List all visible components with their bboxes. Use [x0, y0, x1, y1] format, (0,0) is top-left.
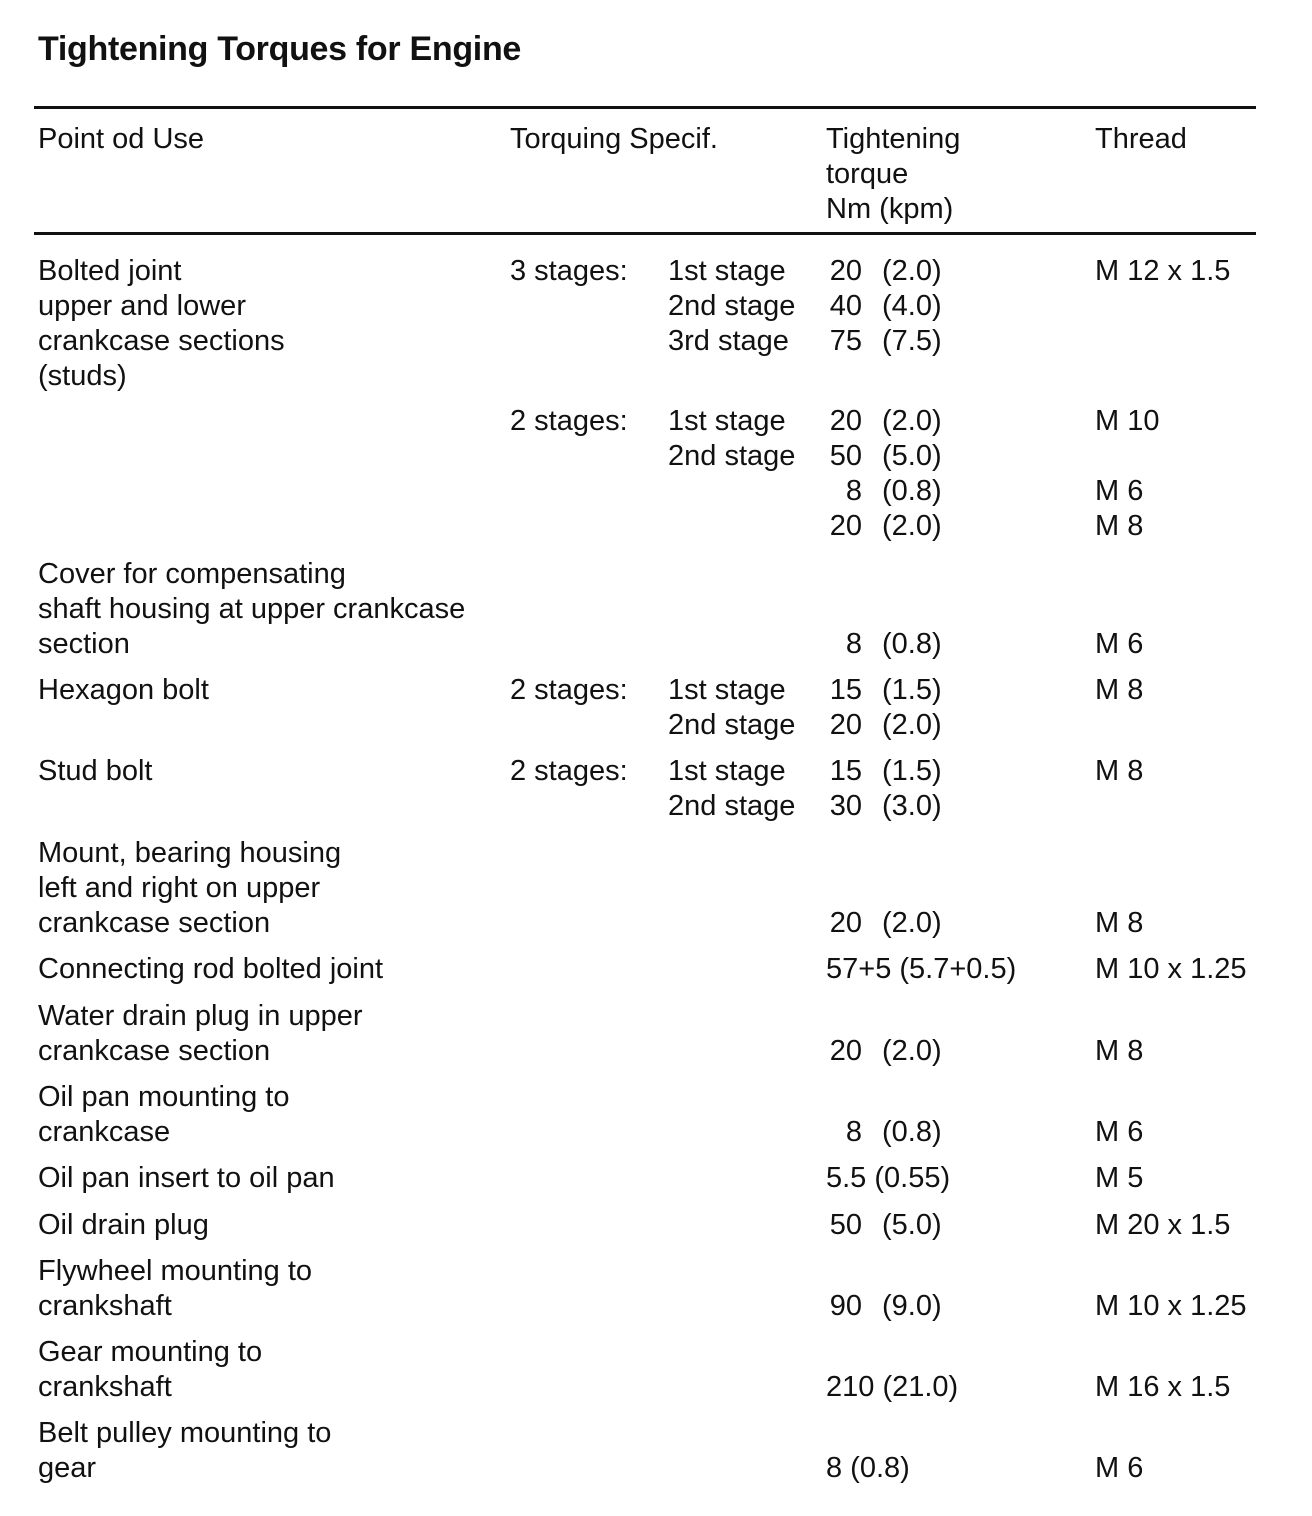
row9-nm: 8 [845, 1116, 862, 1148]
row2-spec: 2 stages: [510, 405, 628, 437]
row4-thread: M 8 [1095, 674, 1144, 706]
row2-thread2: M 6 [1095, 475, 1144, 507]
row1-stage2: 2nd stage [668, 290, 796, 322]
row5-kpm2: (3.0) [882, 790, 942, 822]
row8-thread: M 8 [1095, 1035, 1144, 1067]
row8-nm: 20 [829, 1035, 862, 1067]
row2-kpm3: (0.8) [882, 475, 942, 507]
row8-use-line1: Water drain plug in upper [38, 1000, 363, 1032]
row9-use-line2: crankcase [38, 1116, 171, 1148]
row1-kpm3: (7.5) [882, 325, 942, 357]
row3-use-line3: section [38, 628, 130, 660]
row4-kpm1: (1.5) [882, 674, 942, 706]
row12-thread: M 10 x 1.25 [1095, 1290, 1247, 1322]
row4-stage2: 2nd stage [668, 709, 796, 741]
row11-use: Oil drain plug [38, 1209, 209, 1241]
page-title: Tightening Torques for Engine [38, 30, 522, 68]
row2-nm2: 50 [829, 440, 862, 472]
row1-use-line3: crankcase sections [38, 325, 285, 357]
row3-use-line1: Cover for compensating [38, 558, 346, 590]
row12-use-line2: crankshaft [38, 1290, 172, 1322]
row14-thread: M 6 [1095, 1452, 1144, 1484]
header-torquing-specif: Torquing Specif. [510, 123, 718, 155]
row4-nm1: 15 [829, 674, 862, 706]
row6-nm: 20 [829, 907, 862, 939]
row11-kpm: (5.0) [882, 1209, 942, 1241]
row1-use-line4: (studs) [38, 360, 127, 392]
row8-kpm: (2.0) [882, 1035, 942, 1067]
row4-spec: 2 stages: [510, 674, 628, 706]
row2-thread1: M 10 [1095, 405, 1160, 437]
row4-nm2: 20 [829, 709, 862, 741]
row12-kpm: (9.0) [882, 1290, 942, 1322]
row7-use: Connecting rod bolted joint [38, 953, 384, 985]
row2-kpm2: (5.0) [882, 440, 942, 472]
row5-nm2: 30 [829, 790, 862, 822]
row13-use-line2: crankshaft [38, 1371, 172, 1403]
row7-thread: M 10 x 1.25 [1095, 953, 1247, 985]
row9-thread: M 6 [1095, 1116, 1144, 1148]
header-torque-line: torque [826, 158, 909, 190]
row2-thread3: M 8 [1095, 510, 1144, 542]
row14-use-line1: Belt pulley mounting to [38, 1417, 332, 1449]
row1-stage3: 3rd stage [668, 325, 789, 357]
row10-use: Oil pan insert to oil pan [38, 1162, 335, 1194]
row5-thread: M 8 [1095, 755, 1144, 787]
header-rule [34, 232, 1256, 235]
top-rule [34, 106, 1256, 109]
header-tightening-torque [826, 122, 960, 227]
row13-thread: M 16 x 1.5 [1095, 1371, 1231, 1403]
row2-nm3: 8 [845, 475, 862, 507]
row3-thread: M 6 [1095, 628, 1144, 660]
row3-nm: 8 [845, 628, 862, 660]
row1-spec: 3 stages: [510, 255, 628, 287]
row12-nm: 90 [829, 1290, 862, 1322]
row11-thread: M 20 x 1.5 [1095, 1209, 1231, 1241]
row11-nm: 50 [829, 1209, 862, 1241]
row1-use-line2: upper and lower [38, 290, 246, 322]
row1-use-line1: Bolted joint [38, 255, 182, 287]
row5-nm1: 15 [829, 755, 862, 787]
row6-thread: M 8 [1095, 907, 1144, 939]
row6-use-line2: left and right on upper [38, 872, 321, 904]
row4-kpm2: (2.0) [882, 709, 942, 741]
header-point-of-use: Point od Use [38, 123, 205, 155]
row1-kpm2: (4.0) [882, 290, 942, 322]
row2-stage2: 2nd stage [668, 440, 796, 472]
row13-use-line1: Gear mounting to [38, 1336, 263, 1368]
row1-kpm1: (2.0) [882, 255, 942, 287]
row5-kpm1: (1.5) [882, 755, 942, 787]
header-tightening-line: Tightening [826, 123, 961, 155]
row1-thread: M 12 x 1.5 [1095, 255, 1231, 287]
row2-stage1: 1st stage [668, 405, 786, 437]
row3-use-line2: shaft housing at upper crankcase [38, 593, 466, 625]
row4-use: Hexagon bolt [38, 674, 209, 706]
row9-kpm: (0.8) [882, 1116, 942, 1148]
header-units-line: Nm (kpm) [826, 193, 954, 225]
row6-kpm: (2.0) [882, 907, 942, 939]
row10-torque: 5.5 (0.55) [826, 1162, 951, 1194]
row2-nm1: 20 [829, 405, 862, 437]
row4-stage1: 1st stage [668, 674, 786, 706]
row9-use-line1: Oil pan mounting to [38, 1081, 290, 1113]
row1-nm1: 20 [829, 255, 862, 287]
row5-use: Stud bolt [38, 755, 153, 787]
row5-stage1: 1st stage [668, 755, 786, 787]
row2-kpm4: (2.0) [882, 510, 942, 542]
row13-torque: 210 (21.0) [826, 1371, 959, 1403]
row6-use-line1: Mount, bearing housing [38, 837, 342, 869]
row2-nm4: 20 [829, 510, 862, 542]
row3-kpm: (0.8) [882, 628, 942, 660]
row12-use-line1: Flywheel mounting to [38, 1255, 313, 1287]
row1-nm3: 75 [829, 325, 862, 357]
row6-use-line3: crankcase section [38, 907, 271, 939]
row7-torque: 57+5 (5.7+0.5) [826, 953, 1017, 985]
row5-spec: 2 stages: [510, 755, 628, 787]
row2-kpm1: (2.0) [882, 405, 942, 437]
row10-thread: M 5 [1095, 1162, 1144, 1194]
row14-torque: 8 (0.8) [826, 1452, 910, 1484]
row8-use-line2: crankcase section [38, 1035, 271, 1067]
row1-nm2: 40 [829, 290, 862, 322]
row1-stage1: 1st stage [668, 255, 786, 287]
row14-use-line2: gear [38, 1452, 97, 1484]
row5-stage2: 2nd stage [668, 790, 796, 822]
header-thread: Thread [1095, 123, 1187, 155]
